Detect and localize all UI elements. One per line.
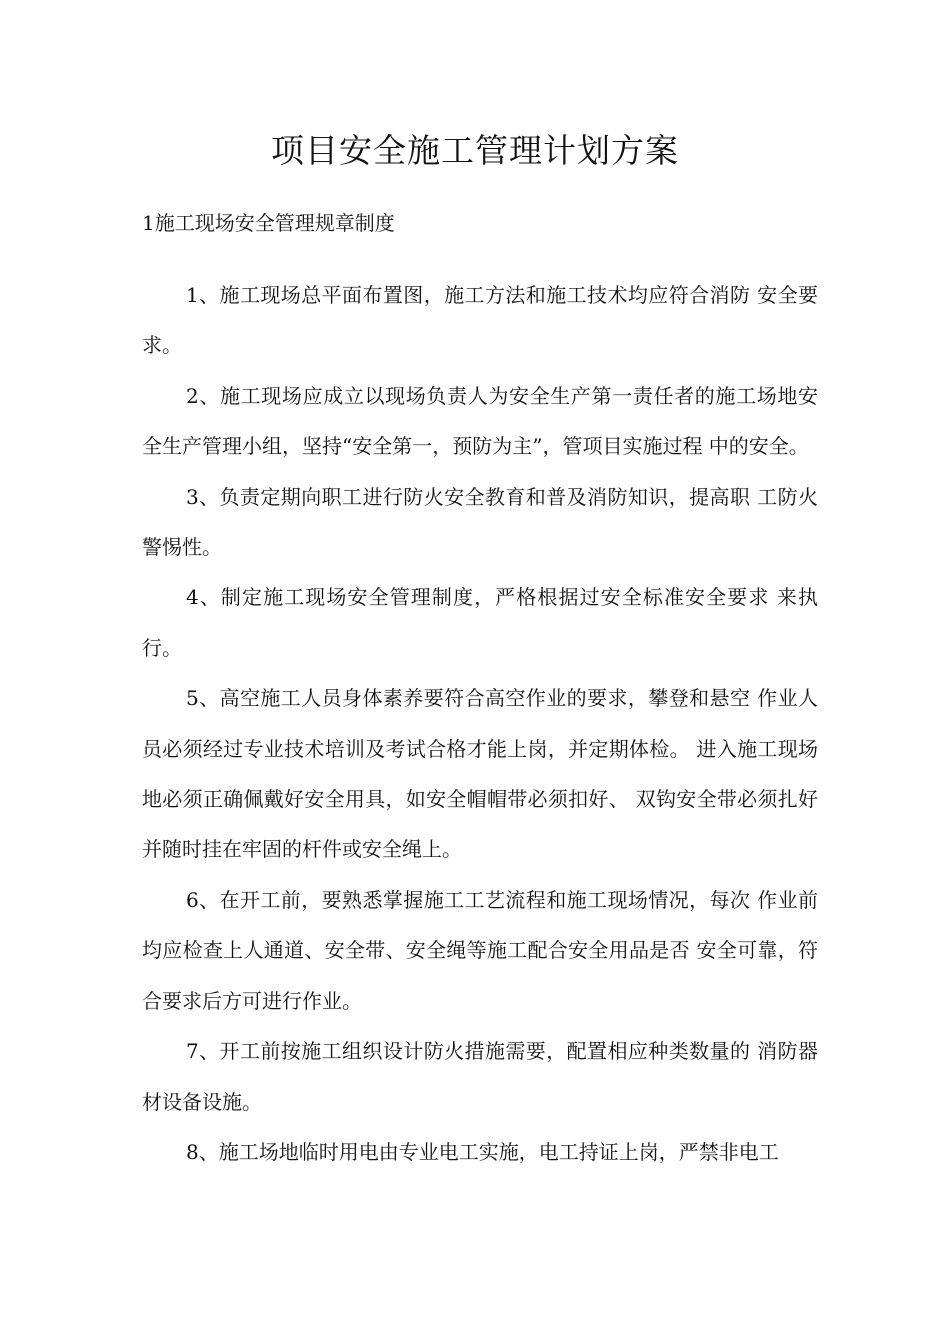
paragraph-3: 3、负责定期向职工进行防火安全教育和普及消防知识，提高职 工防火警惕性。 [142,484,818,560]
paragraph-6: 6、在开工前，要熟悉掌握施工工艺流程和施工现场情况，每次 作业前均应检查上人通道、安全带、安全绳等施工配合安全用品是否 安全可靠，符合要求后方可进行作业。 [142,887,818,1013]
paragraph-2: 2、施工现场应成立以现场负责人为安全生产第一责任者的施工场地安全生产管理小组，坚持“安全第一，预防为主”，管项目实施过程 中的安全。 [142,383,818,459]
paragraph-7: 7、开工前按施工组织设计防火措施需要，配置相应种类数量的 消防器材设备设施。 [142,1039,818,1114]
document-body [142,270,818,1177]
page-title: 项目安全施工管理计划方案 [271,131,679,170]
paragraph-1: 1、施工现场总平面布置图，施工方法和施工技术均应符合消防 安全要求。 [142,283,818,358]
section-heading: 1施工现场安全管理规章制度 [142,211,395,235]
paragraph-4: 4、制定施工现场安全管理制度，严格根据过安全标准安全要求 来执行。 [142,585,818,660]
paragraph-5: 5、高空施工人员身体素养要符合高空作业的要求，攀登和悬空 作业人员必须经过专业技术培训及考试合格才能上岗，并定期体检。 进入施工现场地必须正确佩戴好安全用具，如安全帽帽带必须扣好、 双钩安全带必须扎好并随时挂在牢固的杆件或安全绳上。 [142,686,818,862]
paragraph-8: 8、施工场地临时用电由专业电工实施，电工持证上岗，严禁非电工 [186,1139,779,1164]
